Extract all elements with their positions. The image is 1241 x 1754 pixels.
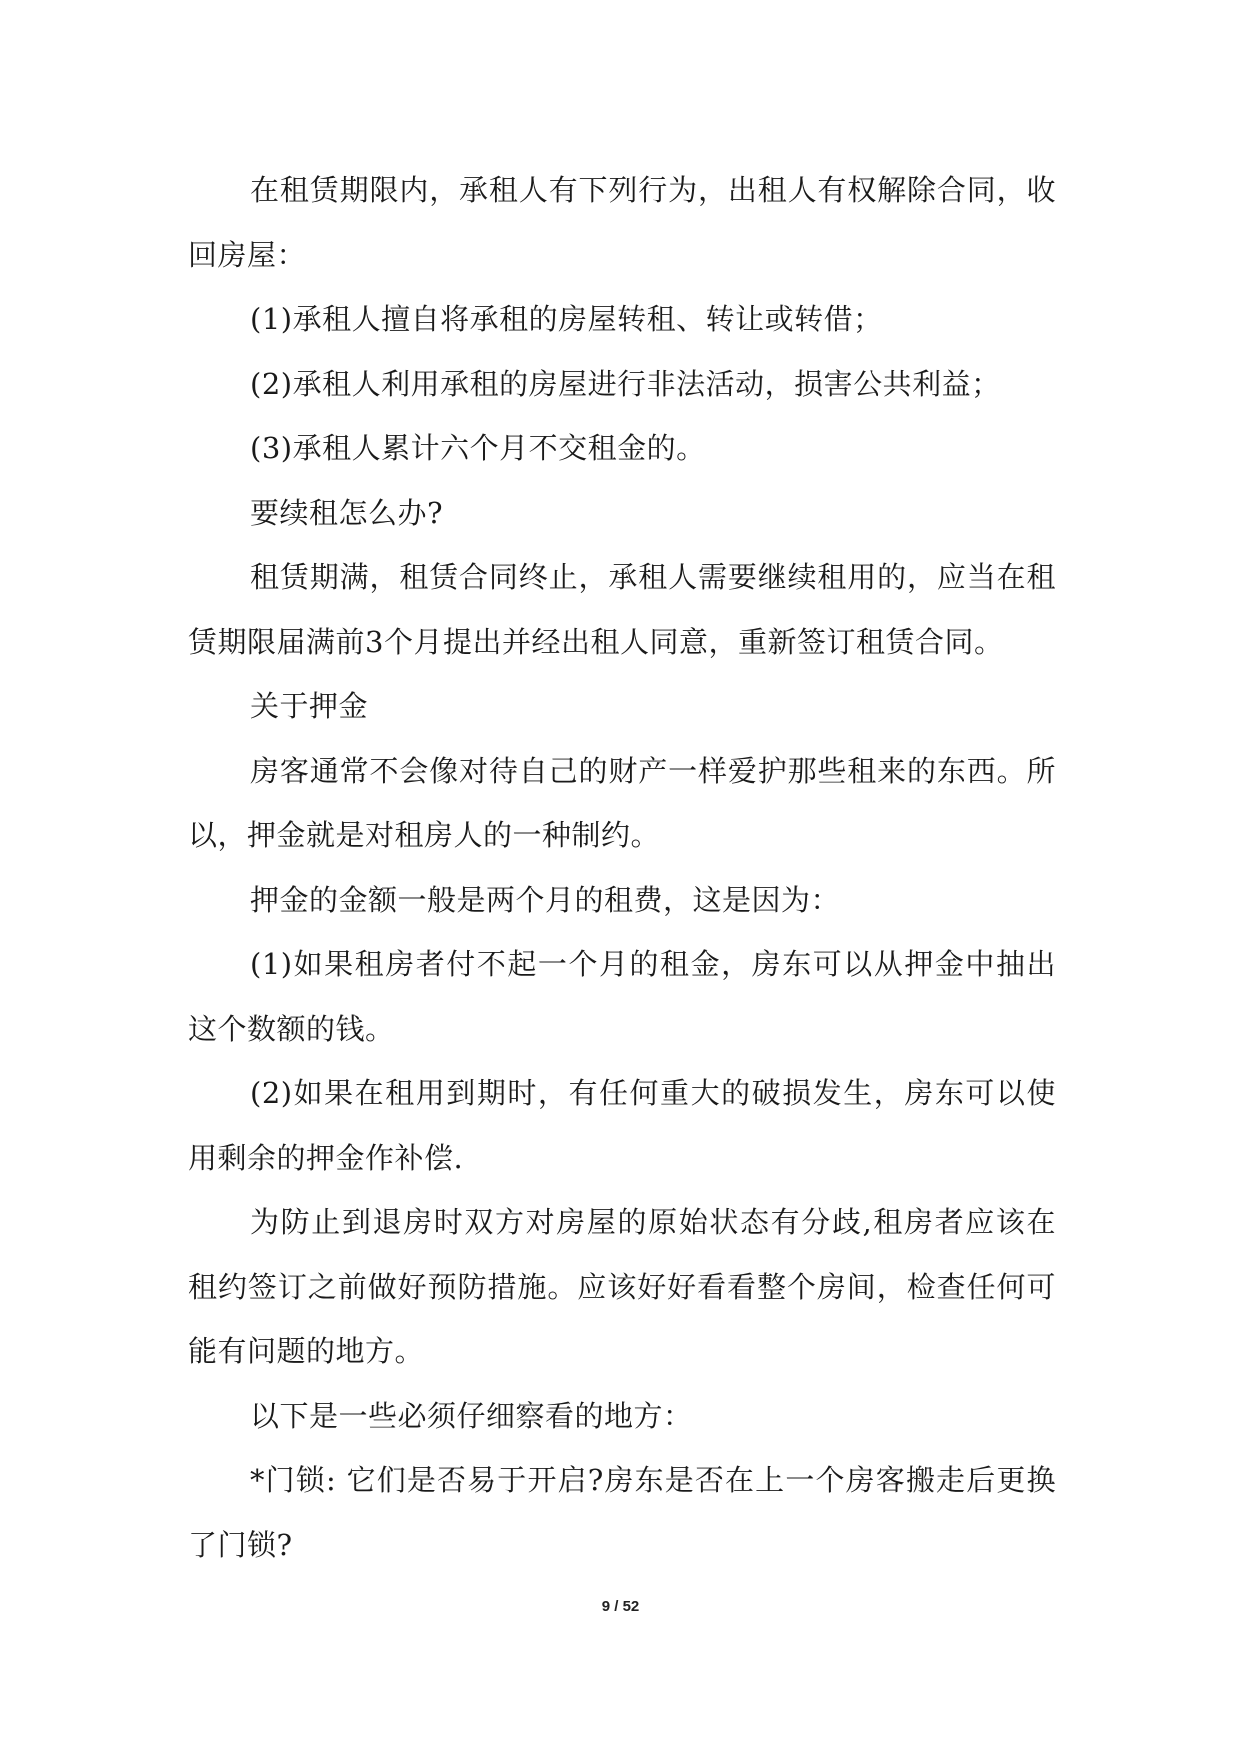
paragraph: 房客通常不会像对待自己的财产一样爱护那些租来的东西。所以，押金就是对租房人的一种制约。 [188,753,1056,852]
paragraph: (1)如果租房者付不起一个月的租金，房东可以从押金中抽出这个数额的钱。 [188,947,1056,1046]
paragraph: *门锁: 它们是否易于开启?房东是否在上一个房客搬走后更换了门锁? [188,1463,1056,1562]
page-number: 9 / 52 [601,1598,640,1615]
paragraph: (3)承租人累计六个月不交租金的。 [250,431,706,465]
section-heading: 关于押金 [250,689,369,723]
paragraph: 租赁期满，租赁合同终止，承租人需要继续租用的，应当在租赁期限届满前3个月提出并经出租人同意，重新签订租赁合同。 [188,560,1056,659]
document-body [188,158,1056,1577]
paragraph: 押金的金额一般是两个月的租费，这是因为： [250,882,841,917]
section-heading: 要续租怎么办? [250,495,444,530]
paragraph: 为防止到退房时双方对房屋的原始状态有分歧,租房者应该在租约签订之前做好预防措施。应该好好看看整个房间，检查任何可能有问题的地方。 [188,1205,1056,1368]
paragraph: 以下是一些必须仔细察看的地方： [250,1398,693,1433]
paragraph: (2)如果在租用到期时，有任何重大的破损发生，房东可以使用剩余的押金作补偿. [188,1076,1056,1175]
paragraph: 在租赁期限内，承租人有下列行为，出租人有权解除合同，收回房屋： [188,173,1056,272]
paragraph: (1)承租人擅自将承租的房屋转租、转让或转借； [250,302,883,336]
paragraph: (2)承租人利用承租的房屋进行非法活动，损害公共利益； [250,366,1001,401]
